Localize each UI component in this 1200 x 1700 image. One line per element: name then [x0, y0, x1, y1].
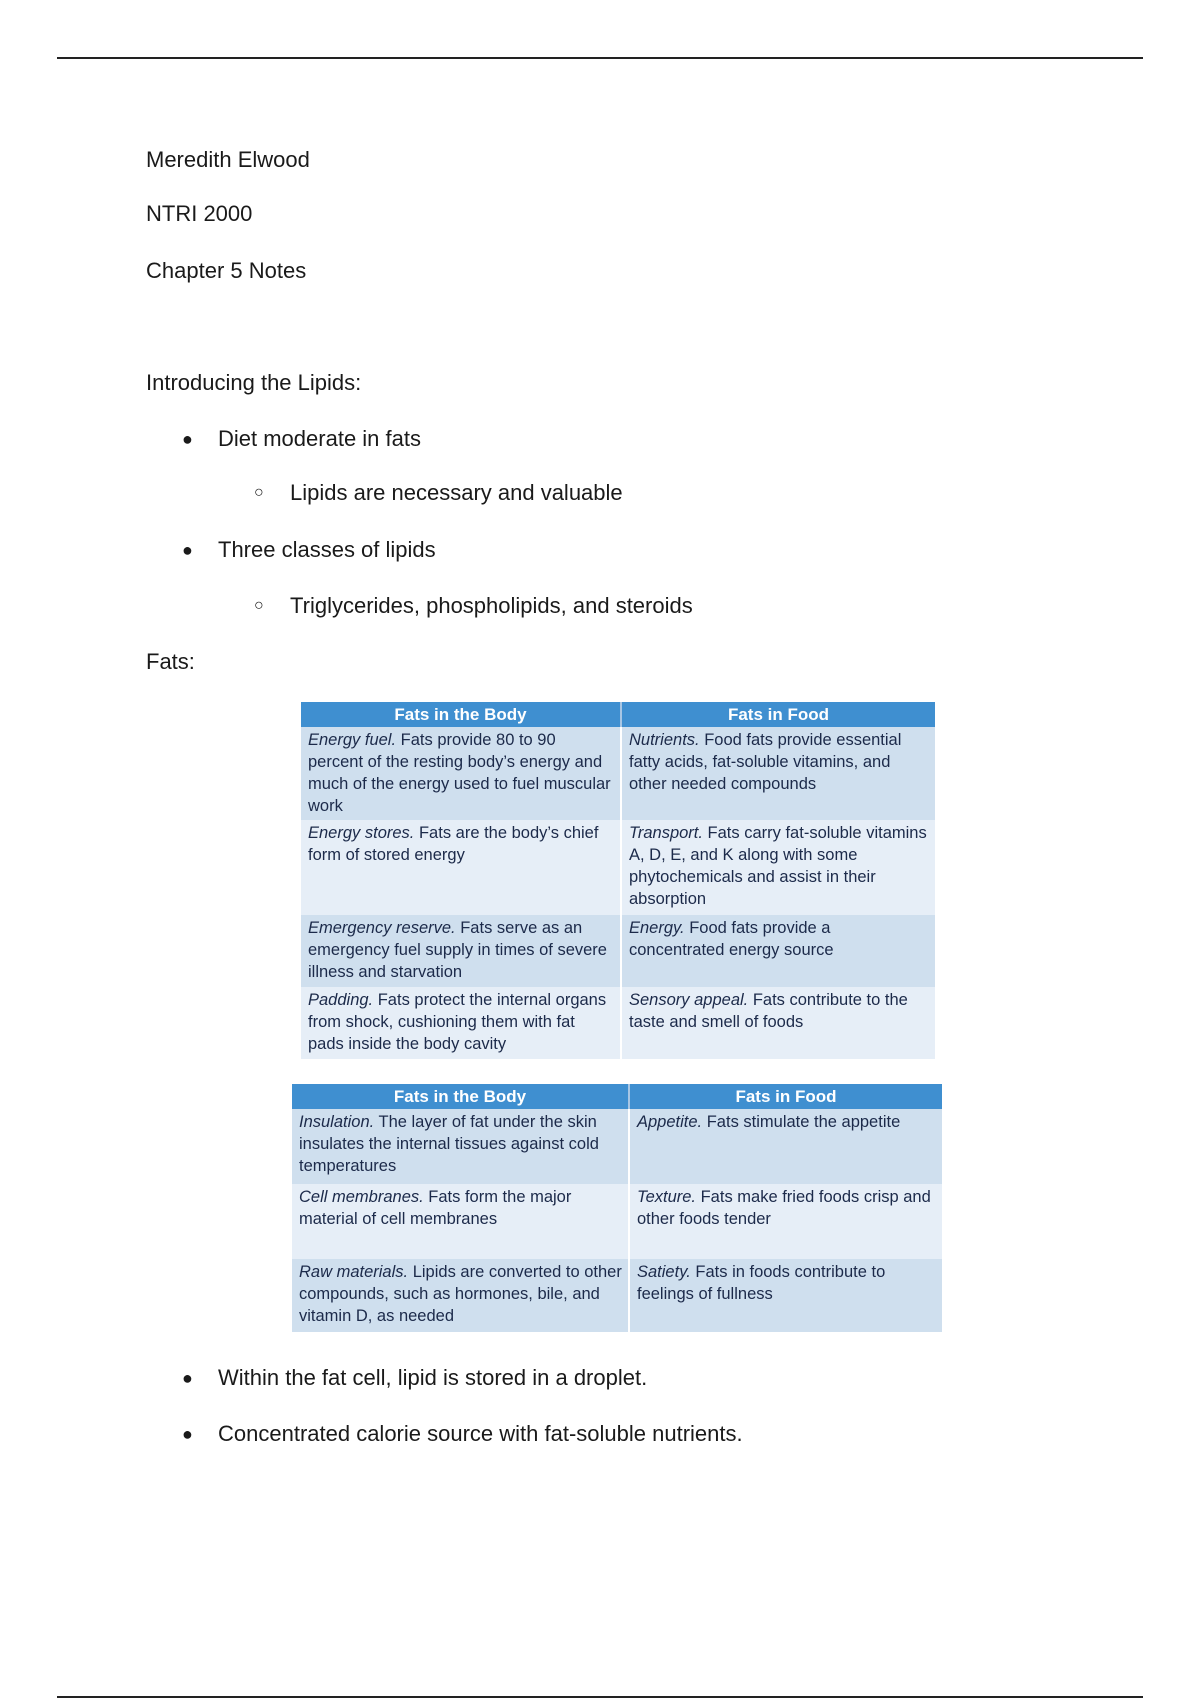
bullet-text: Diet moderate in fats	[218, 426, 421, 451]
course-code: NTRI 2000	[146, 201, 253, 226]
fats-table-2	[292, 1084, 942, 1332]
bullet-icon: ●	[182, 429, 193, 449]
sub-bullet-item	[254, 479, 623, 507]
bullet-icon: ●	[182, 540, 193, 560]
table-cell: Energy fuel. Fats provide 80 to 90 percent of the resting body’s energy and much of the energy used to fuel muscular work	[301, 727, 621, 820]
bullet-item	[182, 425, 421, 453]
table-cell: Raw materials. Lipids are converted to other compounds, such as hormones, bile, and vitamin D, as needed	[292, 1259, 629, 1332]
fats-table-1	[301, 702, 935, 1059]
table-cell: Insulation. The layer of fat under the skin insulates the internal tissues against cold temperatures	[292, 1109, 629, 1184]
table-cell: Emergency reserve. Fats serve as an emergency fuel supply in times of severe illness and starvation	[301, 915, 621, 987]
top-rule	[57, 57, 1143, 59]
bullet-icon: ●	[182, 1368, 193, 1388]
table-row	[292, 1109, 942, 1184]
table-row	[301, 820, 935, 915]
table-cell: Transport. Fats carry fat-soluble vitamins A, D, E, and K along with some phytochemicals and assist in their absorption	[621, 820, 935, 915]
table-cell: Appetite. Fats stimulate the appetite	[629, 1109, 942, 1184]
table-header-body: Fats in the Body	[301, 702, 621, 727]
hollow-bullet-icon: ○	[254, 484, 264, 501]
bullet-item	[182, 1364, 648, 1392]
table-row	[301, 727, 935, 820]
table-cell: Cell membranes. Fats form the major material of cell membranes	[292, 1184, 629, 1259]
bottom-rule	[57, 1696, 1143, 1698]
intro-heading: Introducing the Lipids:	[146, 370, 362, 395]
table-cell: Energy stores. Fats are the body’s chief form of stored energy	[301, 820, 621, 915]
table-row	[301, 915, 935, 987]
author-name: Meredith Elwood	[146, 147, 310, 172]
table-cell: Sensory appeal. Fats contribute to the taste and smell of foods	[621, 987, 935, 1059]
table-header-food: Fats in Food	[629, 1084, 942, 1109]
bullet-text: Within the fat cell, lipid is stored in a droplet.	[218, 1365, 648, 1390]
sub-bullet-item	[254, 592, 693, 620]
fats-heading: Fats:	[146, 649, 195, 674]
bullet-text: Concentrated calorie source with fat-soluble nutrients.	[218, 1421, 743, 1446]
document-title: Chapter 5 Notes	[146, 258, 307, 283]
table-cell: Nutrients. Food fats provide essential fatty acids, fat-soluble vitamins, and other needed compounds	[621, 727, 935, 820]
bullet-text: Three classes of lipids	[218, 537, 436, 562]
bullet-item	[182, 1420, 743, 1448]
table-cell: Energy. Food fats provide a concentrated energy source	[621, 915, 935, 987]
sub-bullet-text: Triglycerides, phospholipids, and steroids	[290, 593, 693, 618]
sub-bullet-text: Lipids are necessary and valuable	[290, 480, 623, 505]
table-row	[292, 1259, 942, 1332]
table-header-body: Fats in the Body	[292, 1084, 629, 1109]
hollow-bullet-icon: ○	[254, 597, 264, 614]
table-cell: Texture. Fats make fried foods crisp and other foods tender	[629, 1184, 942, 1259]
table-header-food: Fats in Food	[621, 702, 935, 727]
table-cell: Satiety. Fats in foods contribute to feelings of fullness	[629, 1259, 942, 1332]
bullet-icon: ●	[182, 1424, 193, 1444]
table-cell: Padding. Fats protect the internal organs from shock, cushioning them with fat pads inside the body cavity	[301, 987, 621, 1059]
table-row	[292, 1184, 942, 1259]
table-row	[301, 987, 935, 1059]
bullet-item	[182, 536, 436, 564]
